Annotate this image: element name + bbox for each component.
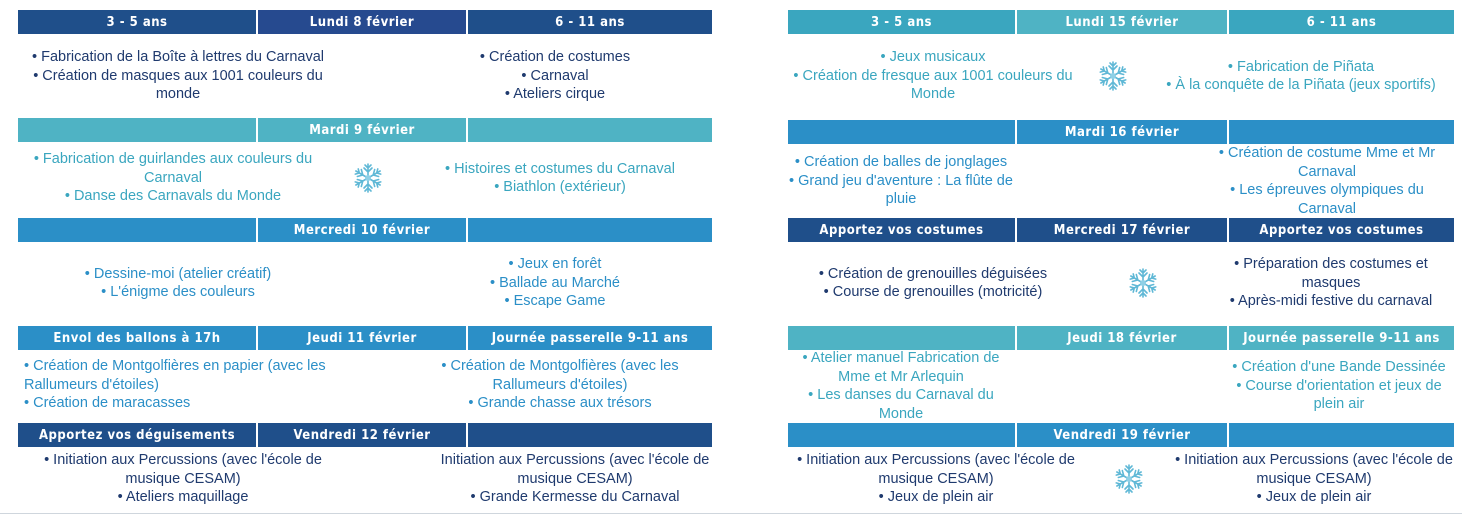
activity-item: • Ateliers cirque bbox=[504, 86, 606, 103]
header-date: Jeudi 11 février bbox=[258, 326, 468, 350]
activity-item: • Création d'une Bande Dessinée bbox=[1232, 359, 1446, 376]
header-right bbox=[468, 423, 712, 447]
header-left: 3 - 5 ans bbox=[18, 10, 258, 34]
right-activities bbox=[438, 451, 712, 507]
activity-item: • Création de Montgolfières (avec les Rallumeurs d'étoiles) bbox=[441, 358, 679, 393]
header-date: Mardi 9 février bbox=[258, 118, 468, 142]
left-activities bbox=[788, 48, 1078, 104]
activity-item: • Ateliers maquillage bbox=[117, 489, 249, 506]
day-mardi-9 bbox=[18, 118, 712, 214]
week-1-schedule bbox=[18, 0, 718, 514]
right-activities bbox=[1224, 358, 1454, 414]
activity-item: • Création de fresque aux 1001 couleurs du Monde bbox=[793, 67, 1073, 103]
day-vendredi-19 bbox=[788, 423, 1454, 511]
activity-item: • Escape Game bbox=[504, 293, 606, 310]
day-mardi-16 bbox=[788, 120, 1454, 218]
day-lundi-8 bbox=[18, 10, 712, 118]
activity-item: • Création de balles de jonglages bbox=[794, 154, 1008, 171]
day-jeudi-18 bbox=[788, 326, 1454, 422]
right-activities bbox=[398, 48, 712, 104]
header-left: 3 - 5 ans bbox=[788, 10, 1017, 34]
header-left bbox=[788, 120, 1017, 144]
activity-item: • Grand jeu d'aventure : La flûte de pluie bbox=[789, 172, 1013, 208]
activity-item: • Histoires et costumes du Carnaval bbox=[445, 160, 675, 177]
day-lundi-15 bbox=[788, 10, 1454, 118]
activity-item: • Fabrication de guirlandes aux couleurs du Carnaval bbox=[33, 151, 313, 186]
day-header bbox=[18, 10, 712, 34]
activity-item: • Biathlon (extérieur) bbox=[494, 179, 626, 195]
right-activities bbox=[1208, 255, 1454, 311]
header-date: Mercredi 10 février bbox=[258, 218, 468, 242]
activity-item: • Jeux en forêt bbox=[508, 256, 602, 273]
activity-item: Initiation aux Percussions (avec l'école de musique CESAM) bbox=[440, 452, 710, 487]
activity-item: • Carnaval bbox=[521, 67, 589, 84]
header-date: Mardi 16 février bbox=[1017, 120, 1229, 144]
header-left: Envol des ballons à 17h bbox=[18, 326, 258, 350]
day-header bbox=[18, 423, 712, 447]
header-right bbox=[1229, 423, 1454, 447]
day-body bbox=[18, 350, 712, 420]
day-body bbox=[788, 144, 1454, 218]
activity-item: • Création de costume Mme et Mr Carnaval bbox=[1218, 145, 1436, 180]
snowflake-icon bbox=[1084, 462, 1174, 496]
day-mercredi-17 bbox=[788, 218, 1454, 324]
right-activities bbox=[398, 255, 712, 311]
snowflake-icon bbox=[1078, 266, 1208, 300]
activity-item: • Jeux de plein air bbox=[878, 489, 994, 506]
header-right bbox=[468, 118, 712, 142]
right-activities bbox=[1174, 451, 1454, 507]
day-header bbox=[788, 218, 1454, 242]
activity-item: • Après-midi festive du carnaval bbox=[1229, 293, 1433, 310]
left-activities bbox=[18, 357, 328, 413]
day-body bbox=[18, 447, 712, 511]
left-activities bbox=[18, 150, 328, 206]
activity-item: • Création de Montgolfières en papier (avec les Rallumeurs d'étoiles) bbox=[24, 358, 326, 393]
header-date: Lundi 15 février bbox=[1017, 10, 1229, 34]
right-activities bbox=[408, 160, 712, 197]
activity-item: • Jeux musicaux bbox=[880, 49, 986, 66]
left-activities bbox=[788, 265, 1078, 302]
left-activities bbox=[18, 451, 348, 507]
activity-item: • Grande Kermesse du Carnaval bbox=[470, 489, 680, 506]
activity-item: • Fabrication de la Boîte à lettres du Carnaval bbox=[31, 49, 324, 66]
header-date: Lundi 8 février bbox=[258, 10, 468, 34]
activity-item: • Grande chasse aux trésors bbox=[468, 395, 652, 412]
header-left: Apportez vos déguisements bbox=[18, 423, 258, 447]
left-activities bbox=[788, 451, 1084, 507]
activity-item: • Création de masques aux 1001 couleurs du monde bbox=[33, 67, 323, 103]
day-vendredi-12 bbox=[18, 423, 712, 511]
day-header bbox=[788, 120, 1454, 144]
day-body bbox=[788, 34, 1454, 118]
day-header bbox=[18, 118, 712, 142]
day-header bbox=[788, 326, 1454, 350]
activity-item: • Initiation aux Percussions (avec l'école de musique CESAM) bbox=[797, 452, 1075, 487]
day-header bbox=[18, 326, 712, 350]
header-left bbox=[788, 423, 1017, 447]
day-body bbox=[788, 447, 1454, 511]
left-activities bbox=[788, 349, 1014, 423]
snowflake-icon bbox=[1078, 59, 1148, 93]
activity-item: • Création de maracasses bbox=[24, 395, 191, 412]
activity-item: • À la conquête de la Piñata (jeux sportifs) bbox=[1166, 77, 1436, 93]
header-right: 6 - 11 ans bbox=[1229, 10, 1454, 34]
header-right: Apportez vos costumes bbox=[1229, 218, 1454, 242]
activity-item: • Fabrication de Piñata bbox=[1227, 58, 1375, 75]
activity-item: • Atelier manuel Fabrication de Mme et Mr Arlequin bbox=[802, 350, 1000, 385]
activity-item: • Course d'orientation et jeux de plein air bbox=[1236, 377, 1442, 413]
activity-item: • Ballade au Marché bbox=[489, 274, 620, 291]
header-date: Jeudi 18 février bbox=[1017, 326, 1229, 350]
activity-item: • Dessine-moi (atelier créatif) bbox=[84, 265, 272, 282]
day-body bbox=[18, 242, 712, 324]
header-right: 6 - 11 ans bbox=[468, 10, 712, 34]
right-activities bbox=[1200, 144, 1454, 218]
header-date: Mercredi 17 février bbox=[1017, 218, 1229, 242]
activity-item: • L'énigme des couleurs bbox=[101, 284, 255, 300]
header-date: Vendredi 19 février bbox=[1017, 423, 1229, 447]
activity-item: • Création de costumes bbox=[479, 49, 631, 66]
day-body bbox=[788, 242, 1454, 324]
activity-item: • Initiation aux Percussions (avec l'école de musique CESAM) bbox=[44, 452, 322, 487]
activity-item: • Création de grenouilles déguisées bbox=[818, 265, 1048, 282]
activity-item: • Jeux de plein air bbox=[1256, 489, 1372, 506]
header-left bbox=[788, 326, 1017, 350]
right-activities bbox=[1148, 58, 1454, 95]
left-activities bbox=[788, 153, 1014, 209]
day-body bbox=[18, 142, 712, 214]
day-mercredi-10 bbox=[18, 218, 712, 324]
snowflake-icon bbox=[328, 161, 408, 195]
header-right: Journée passerelle 9-11 ans bbox=[468, 326, 712, 350]
activity-item: • Les épreuves olympiques du Carnaval bbox=[1230, 182, 1424, 217]
week-2-schedule bbox=[788, 0, 1454, 514]
header-right bbox=[468, 218, 712, 242]
activity-item: • Course de grenouilles (motricité) bbox=[823, 284, 1043, 300]
day-body bbox=[788, 350, 1454, 422]
header-right: Journée passerelle 9-11 ans bbox=[1229, 326, 1454, 350]
header-right bbox=[1229, 120, 1454, 144]
left-activities bbox=[18, 48, 338, 104]
day-header bbox=[18, 218, 712, 242]
activity-item: • Initiation aux Percussions (avec l'école de musique CESAM) bbox=[1175, 452, 1453, 487]
right-activities bbox=[408, 357, 712, 413]
left-activities bbox=[18, 265, 338, 302]
activity-item: • Les danses du Carnaval du Monde bbox=[808, 387, 994, 422]
activity-item: • Préparation des costumes et masques bbox=[1234, 256, 1428, 291]
day-header bbox=[788, 10, 1454, 34]
header-date: Vendredi 12 février bbox=[258, 423, 468, 447]
day-body bbox=[18, 34, 712, 118]
header-left bbox=[18, 118, 258, 142]
header-left: Apportez vos costumes bbox=[788, 218, 1017, 242]
day-jeudi-11 bbox=[18, 326, 712, 420]
day-header bbox=[788, 423, 1454, 447]
header-left bbox=[18, 218, 258, 242]
activity-item: • Danse des Carnavals du Monde bbox=[64, 188, 282, 205]
